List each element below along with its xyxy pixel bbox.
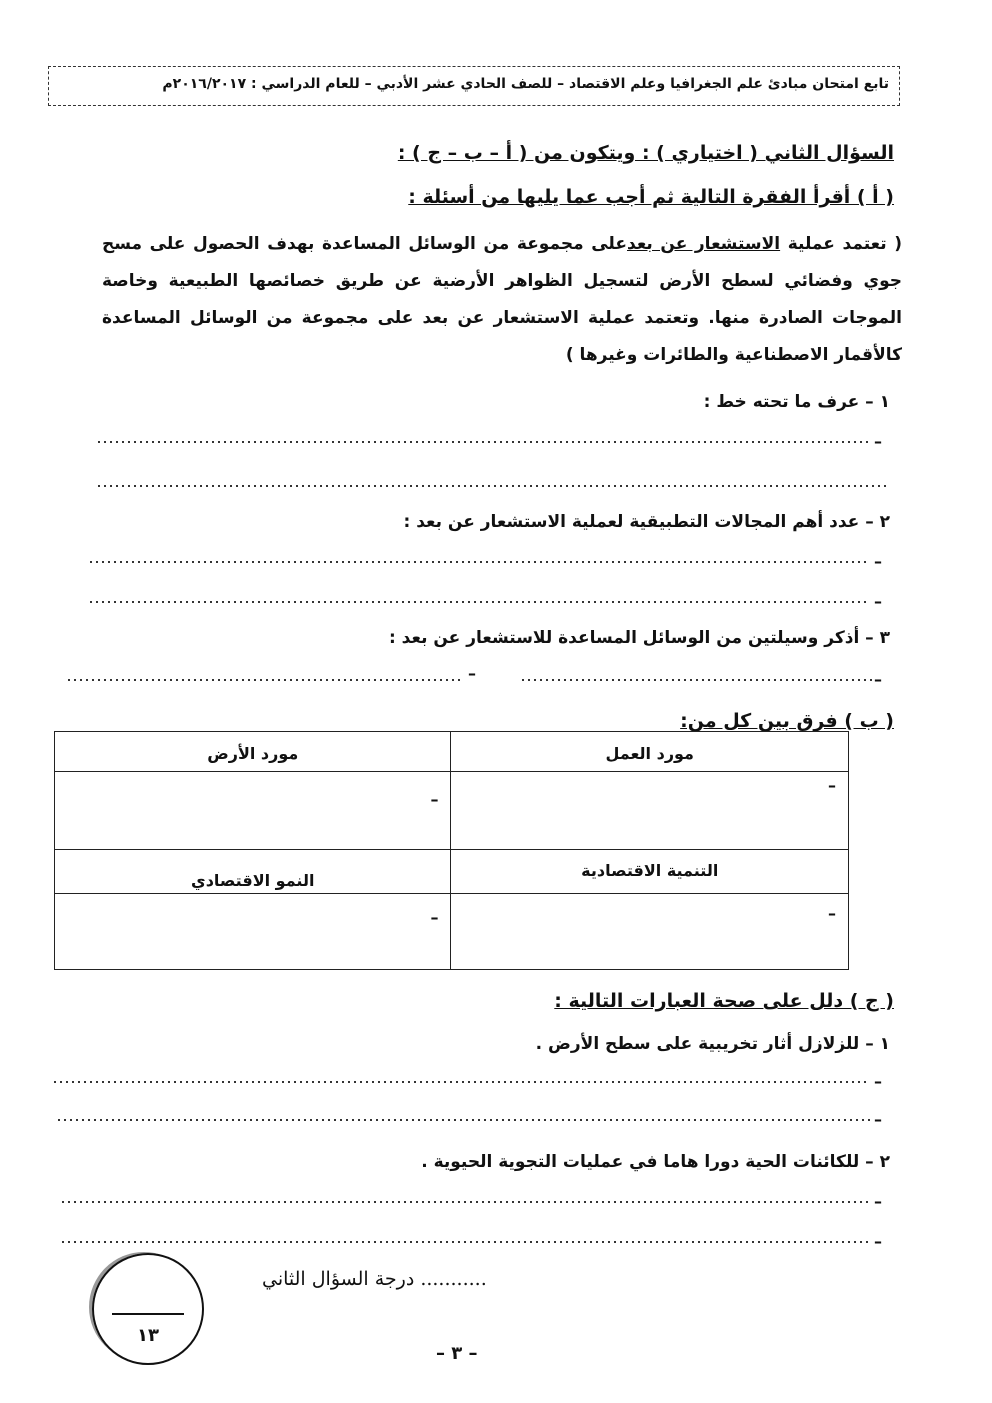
answer-line[interactable] <box>88 560 870 564</box>
partC-instruction: ( ج ) دلل على صحة العبارات التالية : <box>554 990 894 1012</box>
answer-line-second-tool[interactable] <box>66 678 462 682</box>
cell-mark: – <box>430 908 439 927</box>
answer-dash: – <box>874 1072 882 1091</box>
grade-divider <box>112 1313 184 1315</box>
cell-mark: – <box>828 904 836 923</box>
answer-dash: – <box>468 664 476 683</box>
page-number: – ٣ – <box>436 1343 478 1364</box>
header-label: مورد العمل <box>605 744 694 763</box>
paragraph-underlined-term: الاستشعار عن بعد <box>627 234 781 254</box>
answer-line[interactable] <box>96 484 886 488</box>
answer-dash: – <box>874 670 882 689</box>
answer-line-first-tool[interactable] <box>520 678 872 682</box>
exam-header: تابع امتحان مبادئ علم الجغرافيا وعلم الاقتصاد – للصف الحادي عشر الأدبي – للعام الدراسي : ٢٠١٦/٢٠١٧م <box>162 76 889 92</box>
answer-line[interactable] <box>96 440 872 444</box>
partB-instruction: ( ب ) فرق بين كل من: <box>680 710 894 732</box>
partA-instruction: ( أ ) أقرأ الفقرة التالية ثم أجب عما يليها من أسئلة : <box>408 186 894 208</box>
partA-q2: ٢ – عدد أهم المجالات التطبيقية لعملية الاستشعار عن بعد : <box>403 512 890 532</box>
answer-dash: – <box>874 432 882 451</box>
paragraph-start: ( تعتمد عملية <box>780 234 902 254</box>
exam-header-box <box>48 66 900 106</box>
answer-line[interactable] <box>60 1200 870 1204</box>
header-label: مورد الأرض <box>207 744 299 763</box>
header-label: التنمية الاقتصادية <box>581 861 719 880</box>
question2-title: السؤال الثاني ( اختياري ) : ويتكون من ( أ – ب – ج ) : <box>397 142 894 164</box>
answer-dash: – <box>874 1232 882 1251</box>
table-header-economic-development <box>451 850 849 894</box>
answer-line[interactable] <box>52 1080 870 1084</box>
answer-cell-labor-resource[interactable] <box>451 772 849 850</box>
answer-dash: – <box>874 1110 882 1129</box>
partA-q3: ٣ – أذكر وسيلتين من الوسائل المساعدة للاستشعار عن بعد : <box>388 628 890 648</box>
answer-cell-land-resource[interactable] <box>55 772 451 850</box>
answer-cell-economic-development[interactable] <box>451 894 849 970</box>
question2-grade-label: ........... درجة السؤال الثاني <box>262 1268 487 1290</box>
partA-paragraph <box>102 226 902 374</box>
grade-total: ١٣ <box>137 1325 159 1346</box>
partC-statement2: ٢ – للكائنات الحية دورا هاما في عمليات التجوية الحيوية . <box>421 1152 890 1172</box>
answer-cell-economic-growth[interactable] <box>55 894 451 970</box>
cell-mark: – <box>828 776 836 795</box>
cell-mark: – <box>430 790 439 809</box>
paragraph-rest: على مجموعة من الوسائل المساعدة بهدف الحصول على مسح جوي وفضائي لسطح الأرض لتسجيل الظواهر الأرضية عن طريق خصائصها الطبيعية وخاصة الموجات الصادرة منها. وتعتمد عملية الاستشعار عن بعد على مجموعة من الوسائل المساعدة كالأقمار الاصطناعية والطائرات وغيرها ) <box>102 234 902 365</box>
answer-dash: – <box>874 1192 882 1211</box>
comparison-table <box>54 731 849 970</box>
grade-circle <box>92 1253 204 1365</box>
answer-line[interactable] <box>56 1118 870 1122</box>
answer-line[interactable] <box>88 600 870 604</box>
partA-q1: ١ – عرف ما تحته خط : <box>703 392 890 412</box>
table-header-economic-growth <box>55 850 451 894</box>
table-header-land-resource <box>55 732 451 772</box>
table-header-labor-resource <box>451 732 849 772</box>
partC-statement1: ١ – للزلازل أثار تخريبية على سطح الأرض . <box>535 1034 890 1054</box>
answer-dash: – <box>874 592 882 611</box>
answer-dash: – <box>874 552 882 571</box>
header-label: النمو الاقتصادي <box>191 871 315 890</box>
answer-line[interactable] <box>60 1240 870 1244</box>
